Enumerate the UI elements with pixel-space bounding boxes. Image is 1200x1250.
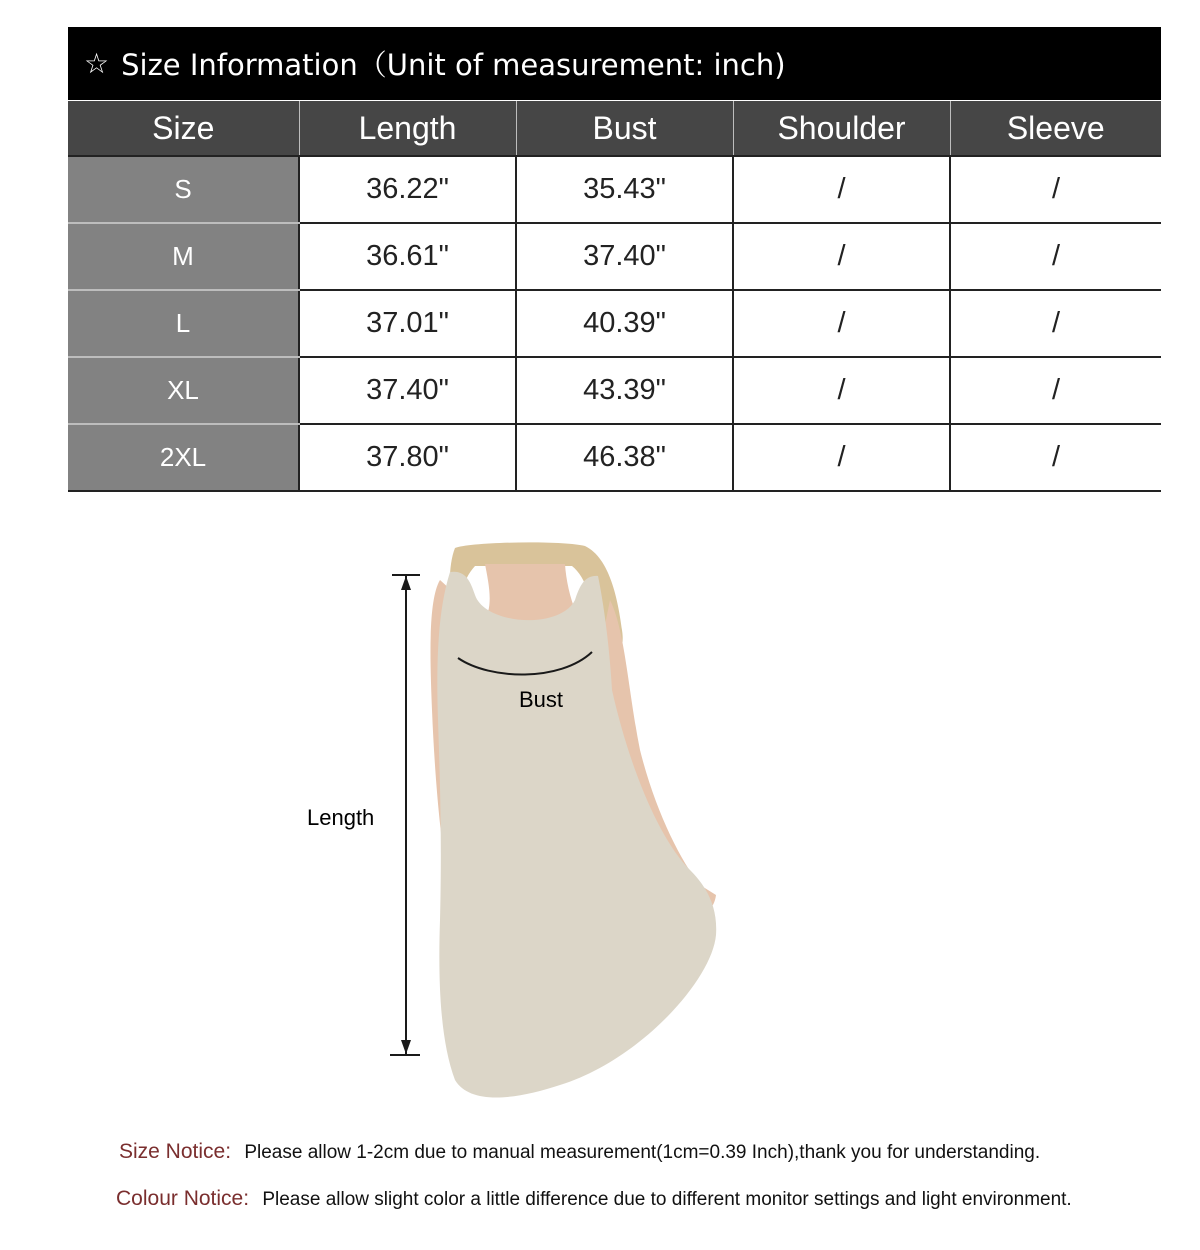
length-cell: 37.80" <box>299 424 516 491</box>
table-row <box>68 290 1161 357</box>
length-cell: 36.22" <box>299 156 516 223</box>
length-arrow-down-icon <box>401 1040 411 1054</box>
length-label: Length <box>307 805 375 830</box>
size-info-header <box>68 27 1161 100</box>
column-header-sleeve: Sleeve <box>950 101 1161 156</box>
sleeve-cell: / <box>950 290 1161 357</box>
header-title: Size Information（Unit of measurement: inch) <box>121 48 786 82</box>
bust-cell: 46.38" <box>516 424 733 491</box>
size-cell: 2XL <box>68 424 299 491</box>
size-table <box>68 101 1161 492</box>
size-notice <box>119 1140 1040 1164</box>
column-header-shoulder: Shoulder <box>733 101 950 156</box>
bust-cell: 40.39" <box>516 290 733 357</box>
size-notice-text: Please allow 1-2cm due to manual measurement(1cm=0.39 Inch),thank you for understanding. <box>244 1142 1041 1163</box>
table-row <box>68 223 1161 290</box>
bust-cell: 35.43" <box>516 156 733 223</box>
table-row <box>68 156 1161 223</box>
size-cell: S <box>68 156 299 223</box>
table-header-row <box>68 101 1161 156</box>
sleeve-cell: / <box>950 156 1161 223</box>
column-header-length: Length <box>299 101 516 156</box>
length-arrow-up-icon <box>401 576 411 590</box>
measurement-figure <box>0 540 1200 1120</box>
shoulder-cell: / <box>733 223 950 290</box>
shoulder-cell: / <box>733 357 950 424</box>
shoulder-cell: / <box>733 424 950 491</box>
table-row <box>68 357 1161 424</box>
sleeve-cell: / <box>950 223 1161 290</box>
table-row <box>68 424 1161 491</box>
colour-notice <box>116 1187 1072 1211</box>
dress-shape <box>437 572 716 1098</box>
sleeve-cell: / <box>950 424 1161 491</box>
length-cell: 36.61" <box>299 223 516 290</box>
size-cell: M <box>68 223 299 290</box>
dress-illustration <box>0 540 1200 1120</box>
size-cell: L <box>68 290 299 357</box>
column-header-size: Size <box>68 101 299 156</box>
sleeve-cell: / <box>950 357 1161 424</box>
length-cell: 37.40" <box>299 357 516 424</box>
bust-label: Bust <box>519 687 564 712</box>
bust-cell: 37.40" <box>516 223 733 290</box>
length-cell: 37.01" <box>299 290 516 357</box>
size-notice-key: Size Notice: <box>119 1140 232 1163</box>
column-header-bust: Bust <box>516 101 733 156</box>
colour-notice-text: Please allow slight color a little difference due to different monitor settings and light environment. <box>262 1189 1072 1210</box>
size-cell: XL <box>68 357 299 424</box>
bust-cell: 43.39" <box>516 357 733 424</box>
shoulder-cell: / <box>733 290 950 357</box>
shoulder-cell: / <box>733 156 950 223</box>
star-outline-icon: ☆ <box>84 47 110 80</box>
colour-notice-key: Colour Notice: <box>116 1187 250 1210</box>
